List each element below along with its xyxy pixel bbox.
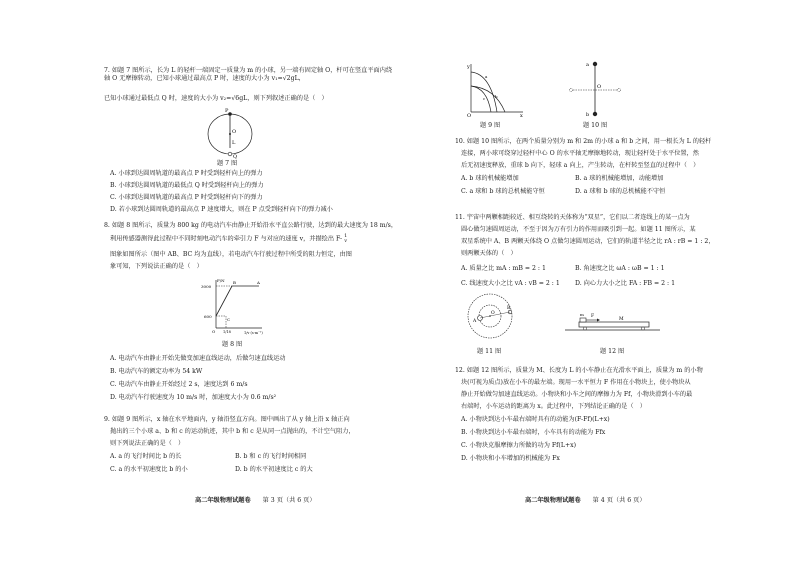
q12-option-d: D. 小物块和小车增加的机械能为 Fx (461, 455, 560, 462)
footer-right (525, 495, 646, 504)
q11-fig-a: A (473, 319, 477, 324)
q7-figure (200, 108, 260, 163)
q10-option-a: A. b 球的机械能增加 (461, 175, 519, 182)
q11-option-c: C. 线速度大小之比 vA : vB = 2 : 1 (461, 280, 560, 287)
q8-tick-3000: 3000 (201, 284, 212, 289)
q11-stem-3: 双星系统中 A、B 两颗天体绕 O 点做匀速圆周运动，它们的轨道半径之比 rA : rB = 1 : 2， (461, 238, 715, 245)
q9-option-c: C. a 的水平初速度比 b 的小 (110, 466, 188, 473)
fig9-y-label: y (467, 64, 470, 70)
q12-fig-f: F (591, 314, 595, 319)
q11-fig-b: B (507, 306, 511, 311)
q8-option-c: C. 电动汽车由静止开始经过 2 s，速度达到 6 m/s (110, 381, 248, 388)
q11-figure-caption: 题 11 图 (477, 348, 502, 355)
footer-left-page: 第 3 页（共 6 页） (262, 497, 316, 504)
q9-stem-3: 则下列说法正确的是（ ） (110, 440, 185, 447)
q12-option-c: C. 小物块克服摩擦力所做的功为 Ff(L+x) (461, 442, 577, 449)
q8-pt-c: C (227, 317, 231, 322)
q11-option-b: B. 角速度之比 ωA : ωB = 1 : 1 (575, 265, 665, 272)
q11-stem-1: 11. 宇宙中两颗相距较近、相互绕转的天体称为“双星”，它们以二者连线上的某一点为 (455, 214, 690, 221)
q12-figure-caption: 题 12 图 (600, 348, 625, 355)
q12-fig-m-small: m (580, 312, 584, 317)
q7-fig-o: O (232, 129, 237, 135)
q11-option-d: D. 向心力大小之比 FA : FB = 2 : 1 (575, 280, 676, 287)
q12-fig-m-big: M (619, 317, 624, 322)
q9-option-d: D. b 的水平初速度比 c 的大 (235, 466, 313, 473)
q8-tick-x: 1/18 (223, 330, 231, 334)
q9-figure (465, 62, 525, 117)
q11-option-a: A. 质量之比 mA : mB = 2 : 1 (461, 265, 546, 272)
q8-fraction (344, 234, 347, 244)
q11-fig-o: O (491, 311, 495, 316)
q10-option-b: B. a 球的机械能增加，动能增加 (575, 175, 664, 182)
q10-stem-2: 连接，两小球可绕穿过轻杆中心 O 的水平轴无摩擦地转动，现让轻杆处于水平位置，然 (461, 150, 699, 157)
footer-right-page: 第 4 页（共 6 页） (592, 497, 646, 504)
q8-figure (201, 278, 264, 338)
fig9-c: c (483, 96, 486, 101)
q7-stem: 7. 如题 7 图所示，长为 L 的轻杆一端固定一质量为 m 的小球，另一端有固定轴 O，杆可在竖直平面内绕轴 O 无摩擦转动，已知小球通过最高点 P 时，速度的大小为 v₁=√2gL， (104, 67, 393, 82)
q8-pt-b: B (233, 280, 236, 285)
q7-stem-2: 已知小球通过最低点 Q 时，速度的大小为 v₂=√6gL，则下列叙述正确的是（ ） (104, 95, 328, 102)
q7-fig-p: P (225, 108, 229, 114)
q7-fig-l: L (232, 140, 236, 146)
q8-stem-2-text: 利用传感器测得此过程中不同时刻电动汽车的牵引力 F 与对应的速度 v，并描绘出 F- (110, 235, 343, 243)
q8-tick-600: 600 (204, 314, 212, 319)
q7-option-a: A. 小球到达圆周轨道的最高点 P 时受到轻杆向上的弹力 (110, 170, 263, 177)
q9-option-b: B. b 和 c 的飞行时间相同 (235, 453, 307, 460)
q8-stem-3: 图象如图所示（图中 AB、BC 均为直线），若电动汽车行驶过程中所受的阻力恒定，由图 (110, 251, 352, 258)
q10-figure (565, 58, 625, 120)
fig9-caption: 题 9 图 (480, 122, 501, 129)
fig9-a: a (485, 74, 488, 79)
q8-figure-caption: 题 8 图 (222, 341, 243, 348)
q12-stem-3: 静止开始做匀加速直线运动。小物块和小车之间的摩擦力为 Ff，小物块滑到小车的最 (461, 391, 693, 398)
q7-option-d: D. 若小球到达圆周轨道的最高点 P 速度增大，则在 P 点受到轻杆向下的弹力减小 (110, 206, 333, 213)
q8-pt-a: A (257, 280, 260, 285)
q12-option-b: B. 小物块到达小车最右端时，小车具有的动能为 Ffx (461, 429, 606, 436)
q12-option-a: A. 小物块到达小车最右端时具有的动能为(F-Ff)(L+x) (461, 416, 610, 423)
q9-stem-2: 抛出的三个小球 a、b 和 c 的运动轨迹，其中 b 和 c 是从同一点抛出的，不计空气阻力， (110, 428, 355, 435)
q8-option-a: A. 电动汽车由静止开始先做变加速直线运动，后做匀速直线运动 (110, 355, 286, 362)
q12-figure (565, 308, 660, 333)
q9-stem-1: 9. 如题 9 图所示，x 轴在水平地面内，y 轴沿竖直方向。图中画出了从 y 轴上沿 x 轴正向 (104, 416, 350, 423)
q11-stem-4: 则两颗天体的（ ） (461, 250, 517, 257)
fig9-x-label: x (520, 113, 523, 119)
q7-figure-caption: 题 7 图 (217, 160, 238, 167)
q8-fraction-num: 1 (344, 233, 348, 239)
q8-axis-x: 1/v (s·m⁻¹) (244, 331, 263, 335)
q10-stem-1: 10. 如题 10 图所示，在两个质量分别为 m 和 2m 的小球 a 和 b 之间，用一根长为 L 的轻杆 (455, 138, 712, 145)
q8-origin: O (212, 329, 216, 334)
q8-stem-2 (110, 234, 347, 244)
fig9-origin: O (467, 113, 472, 119)
q7-fig-q: Q (233, 154, 238, 160)
fig10-b: b (586, 112, 590, 118)
q12-stem-4: 右端时，小车运动的距离为 x。此过程中，下列结论正确的是（ ） (461, 403, 646, 410)
fig10-a: a (586, 62, 589, 68)
q8-option-d: D. 电动汽车行驶速度为 10 m/s 时，加速度大小为 0.6 m/s² (110, 394, 277, 401)
q8-axis-y: F/N (217, 278, 225, 283)
q8-stem-1: 8. 如题 8 图所示，质量为 800 kg 的电动汽车由静止开始沿水平直公路行驶，达到的最大速度为 18 m/s， (104, 222, 398, 229)
fig10-caption: 题 10 图 (583, 122, 608, 129)
q8-fraction-den: v (344, 238, 348, 244)
q8-option-b: B. 电动汽车的额定功率为 54 kW (110, 368, 203, 375)
page-right (455, 0, 755, 561)
footer-left (195, 495, 316, 504)
q10-option-c: C. a 球和 b 球的总机械能守恒 (461, 188, 545, 195)
page-left (100, 0, 400, 561)
q7-option-c: C. 小球到达圆周轨道的最高点 P 时受到轻杆向下的弹力 (110, 194, 263, 201)
q7-option-b: B. 小球到达圆周轨道的最低点 Q 时受到轻杆向上的弹力 (110, 182, 264, 189)
fig9-b: b (495, 94, 498, 99)
q11-figure (460, 292, 520, 342)
fig10-o: O (597, 84, 602, 90)
q9-option-a: A. a 的飞行时间比 b 的长 (110, 453, 182, 460)
q12-stem-1: 12. 如题 12 图所示，质量为 M、长度为 L 的小车静止在光滑水平面上，质量为 m 的小物 (455, 367, 703, 374)
q8-stem-4: 象可知，下列说法正确的是（ ） (110, 263, 203, 270)
q10-stem-3: 后无初速度释放，重球 b 向下，轻球 a 向上，产生转动，在杆转至竖直的过程中（ ） (461, 162, 700, 169)
footer-right-title: 高二年级物理试题卷 (525, 497, 581, 504)
q12-stem-2: 块(可视为质点)放在小车的最左端。现用一水平恒力 F 作用在小物块上，使小物块从 (461, 379, 691, 386)
footer-left-title: 高二年级物理试题卷 (195, 497, 251, 504)
q10-option-d: D. a 球和 b 球的总机械能不守恒 (575, 188, 666, 195)
q11-stem-2: 圆心做匀速圆周运动，不至于因为万有引力的作用而吸引到一起。如题 11 图所示，某 (461, 226, 696, 233)
